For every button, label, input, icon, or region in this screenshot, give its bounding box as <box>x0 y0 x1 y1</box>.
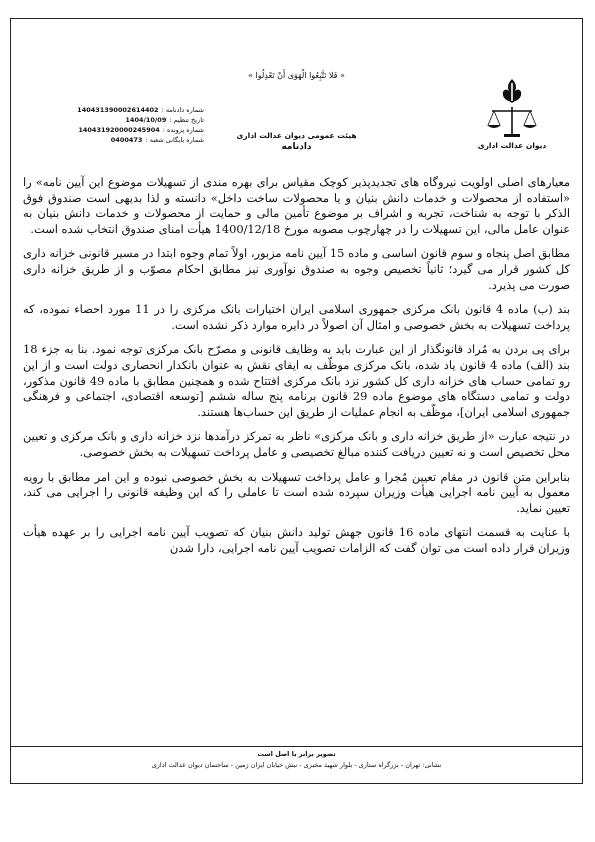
iran-emblem-icon <box>499 77 525 105</box>
meta-row-verdict-number <box>49 105 204 115</box>
case-number-label: شماره پرونده : <box>162 126 204 134</box>
date-label: تاریخ تنظیم : <box>169 116 204 124</box>
page-frame <box>10 18 583 784</box>
document-footer <box>11 749 582 771</box>
court-name: دیوان عدالت اداری <box>477 141 547 150</box>
certified-copy-note: تصویر برابر با اصل است <box>257 750 336 758</box>
verdict-number-label: شماره دادنامه : <box>161 106 204 114</box>
document-body <box>23 175 570 565</box>
case-number-value: 140431920000245904 <box>78 126 160 134</box>
archive-number-value: 0400473 <box>110 136 143 144</box>
archive-number-label: شماره بایگانی شعبه : <box>145 136 204 144</box>
paragraph: معیارهای اصلی اولویت نیروگاه های تجدیدپذیر کوچک مقیاس برای بهره مندی از تسهیلات موضوع این آیین نامه» را «استفاده از محصولات و خدمات دانش بنیان و یا محصولات ساخت داخل» دانسته و لذا بدیهی است صندوق فوق الذکر با توجه به شناخت، تجربه و اشراف بر موضوع تأمین مالی و حمایت از محصولات و خدمات دانش بنیان به عنوان عامل مالی، این تسهیلات را در چهارچوب مصوبه مورخ 1400/12/18 هیأت امنای صندوق انتخاب شده است. <box>23 175 570 236</box>
document-header <box>11 19 582 155</box>
paragraph: در نتیجه عبارت «از طریق خزانه داری و بانک مرکزی» ناظر به تمرکز درآمدها نزد خزانه داری و بانک مرکزی و تعیین محل تخصیص است و نه تعیین دریافت کننده مبالغ تخصیصی و عامل پرداخت تسهیلات به بخش خصوصی. <box>23 429 570 459</box>
footer-divider <box>11 746 582 747</box>
quran-verse: « فَلا تَتَّبِعُوا الْهَوَى أَنْ تَعْدِلُوا » <box>248 71 345 80</box>
meta-row-archive-number <box>49 135 204 145</box>
document-metadata <box>49 105 204 145</box>
meta-row-case-number <box>49 125 204 135</box>
paragraph: برای پی بردن به مُراد قانونگذار از این عبارت باید به وظایف قانونی و مصرّح بانک مرکزی توجه نمود. بنا به جزء 18 بند (الف) ماده 4 قانون یاد شده، بانک مرکزی موظّف به ایفای نقش به عنوان بانکدار انحصاری دولت است و از این رو تمامی حساب های خزانه داری کل کشور نزد بانک مرکزی افتتاح شده و همچنین مطابق با ماده 49 قانون مذکور، دولت و تمامی دستگاه های موضوع ماده 29 قانون برنامه پنج ساله ششم [توسعه اقتصادی، اجتماعی و فرهنگی جمهوری اسلامی ایران]، موظّف به انجام عملیات از طریق این حساب‌ها هستند. <box>23 342 570 419</box>
paragraph: با عنایت به قسمت انتهای ماده 16 قانون جهش تولید دانش بنیان که تصویب آیین نامه اجرایی را بر عهده هیأت وزیران قرار داده است می توان گفت که الزامات تصویب آیین نامه اجرایی، دارا شدن <box>23 525 570 555</box>
document-title: دادنامه <box>281 142 312 152</box>
paragraph: بند (ب) ماده 4 قانون بانک مرکزی جمهوری اسلامی ایران اختیارات بانک مرکزی را در 11 مورد احصاء نموده، که پرداخت تسهیلات به بخش خصوصی و امثال آن اصولاً در دایره موارد ذکر نشده است. <box>23 302 571 332</box>
paragraph: بنابراین متن قانون در مقام تعیین مُجرا و عامل پرداخت تسهیلات به بخش خصوصی نبوده و این امر مطابق با رویه معمول به آیین نامه اجرایی هیأت وزیران سپرده شده است تا عاملی را که این وظیفه قانونی را اجرایی می کند، تعیین نماید. <box>23 469 570 515</box>
verdict-number-value: 140431390002614402 <box>77 106 159 114</box>
board-name: هیئت عمومی دیوان عدالت اداری <box>236 131 357 140</box>
meta-row-date <box>49 115 204 125</box>
court-address: نشانی: تهران - بزرگراه ستاری - بلوار شهید مخبری - نبش خیابان ایران زمین - ساختمان دیوان عدالت اداری <box>151 761 442 769</box>
date-value: 1404/10/09 <box>125 116 167 124</box>
paragraph: مطابق اصل پنجاه و سوم قانون اساسی و ماده 15 آیین نامه مزبور، اولاً تمام وجوه ابتدا در مسیر قانونی خزانه داری کل کشور قرار می گیرد؛ ثانیاً تخصیص وجوه به صندوق نوآوری نیز مطابق احکام مصوّب و از طریق خزانه داری صورت می پذیرد. <box>23 246 570 292</box>
